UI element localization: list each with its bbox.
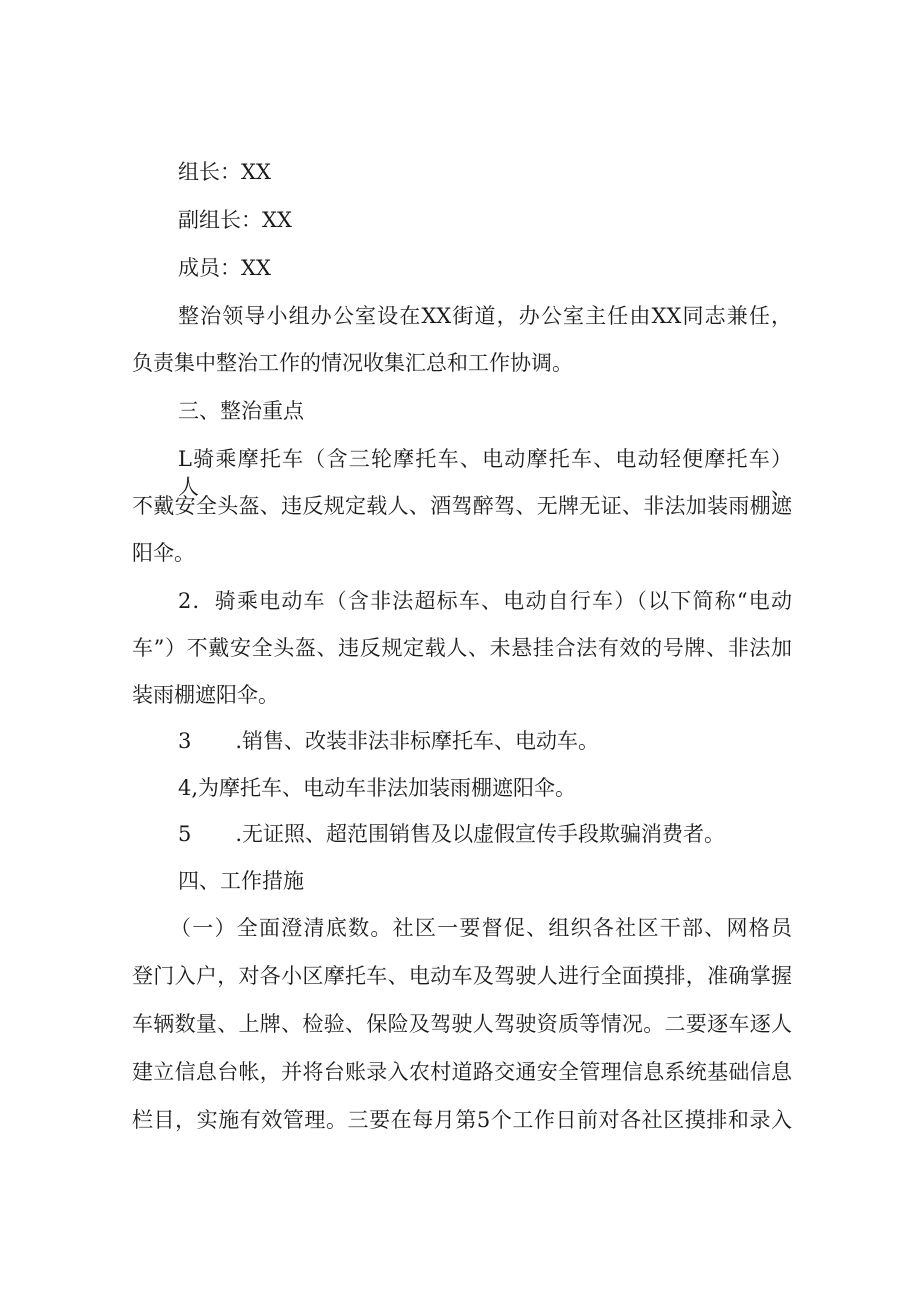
- item-1-line-3: 阳伞。: [132, 541, 195, 565]
- measure-1-line-2: 登门入户，对各小区摩托车、电动车及驾驶人进行全面摸排，准确掌握: [132, 964, 792, 988]
- item-2-line-1: 2．骑乘电动车（含非法超标车、电动自行车）（以下简称“电动: [178, 589, 792, 613]
- measure-1-line-3: 车辆数量、上牌、检验、保险及驾驶人驾驶资质等情况。二要逐车逐人: [132, 1012, 792, 1036]
- members-line: 成员：XX: [178, 256, 271, 280]
- item-5: [178, 820, 725, 848]
- item-5-number: 5: [178, 822, 192, 846]
- office-paragraph-line-1: 整治领导小组办公室设在XX街道，办公室主任由XX同志兼任，: [178, 304, 792, 328]
- leader-line: 组长：XX: [178, 160, 271, 184]
- section-3-heading: 三、整治重点: [178, 399, 304, 423]
- item-1-line-2: 不戴安全头盔、违反规定载人、酒驾醉驾、无牌无证、非法加装雨棚遮: [132, 494, 792, 518]
- item-2-line-3: 装雨棚遮阳伞。: [132, 683, 279, 707]
- measure-1-line-4: 建立信息台帐，并将台账录入农村道路交通安全管理信息系统基础信息: [132, 1060, 792, 1084]
- item-3-text: .销售、改装非法非标摩托车、电动车。: [235, 729, 600, 753]
- item-5-text: .无证照、超范围销售及以虚假宣传手段欺骗消费者。: [235, 822, 726, 846]
- item-3-number: 3: [178, 729, 192, 753]
- item-3: [178, 727, 599, 755]
- item-4: 4,为摩托车、电动车非法加装雨棚遮阳伞。: [178, 776, 577, 800]
- section-4-heading: 四、工作措施: [178, 869, 304, 893]
- deputy-leader-line: 副组长：XX: [178, 208, 292, 232]
- office-paragraph-line-2: 负责集中整治工作的情况收集汇总和工作协调。: [132, 351, 573, 375]
- measure-1-line-1: （一）全面澄清底数。社区一要督促、组织各社区干部、网格员: [170, 916, 792, 940]
- item-2-line-2: 车”）不戴安全头盔、违反规定载人、未悬挂合法有效的号牌、非法加: [132, 636, 792, 660]
- item-1-line-1: L骑乘摩托车（含三轮摩托车、电动摩托车、电动轻便摩托车）人、: [178, 447, 792, 499]
- measure-1-line-5: 栏目，实施有效管理。三要在每月第5个工作日前对各社区摸排和录入: [132, 1108, 792, 1132]
